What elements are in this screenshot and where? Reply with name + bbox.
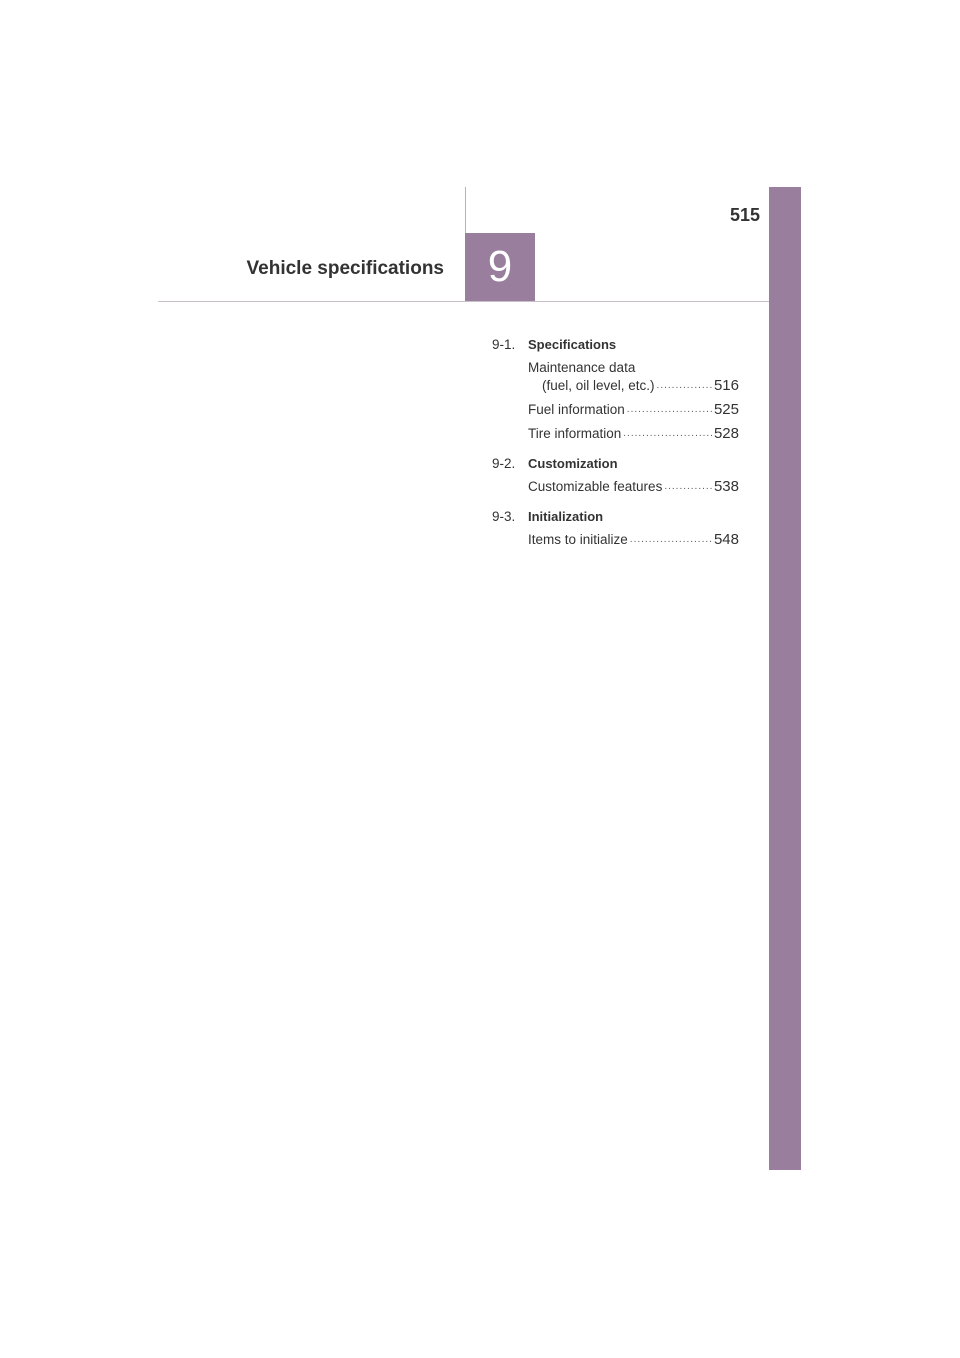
toc-section-number: 9-2. (492, 455, 516, 471)
toc-section-header (492, 334, 739, 354)
toc-entry-label: Fuel information (528, 402, 625, 417)
toc-leader-dots (664, 478, 712, 496)
toc-entries (528, 359, 739, 443)
page-number: 515 (729, 205, 760, 225)
chapter-title: Vehicle specifications (246, 258, 444, 279)
chapter-side-tab (769, 187, 801, 1170)
chapter-number-badge (465, 233, 535, 301)
toc-entry-maintenance-data[interactable] (528, 359, 739, 395)
toc-section-header (492, 506, 739, 526)
toc-section-specifications (492, 334, 739, 443)
toc-entries (528, 478, 739, 496)
toc-section-customization (492, 453, 739, 496)
toc-entry-page: 516 (713, 377, 739, 394)
toc-section-initialization (492, 506, 739, 549)
toc-entry-tire-information[interactable] (528, 425, 739, 443)
toc-entry-customizable-features[interactable] (528, 478, 739, 496)
toc-section-title: Customization (528, 455, 618, 471)
toc-entry-label: Items to initialize (528, 532, 628, 547)
table-of-contents (492, 334, 739, 555)
toc-entry-line (528, 377, 739, 395)
toc-entry-page: 548 (713, 531, 739, 548)
toc-entry-fuel-information[interactable] (528, 401, 739, 419)
toc-section-number: 9-1. (492, 336, 516, 352)
chapter-number: 9 (487, 242, 513, 291)
toc-leader-dots (657, 377, 712, 395)
toc-entry-page: 525 (713, 401, 739, 418)
toc-entry-page: 528 (713, 425, 739, 442)
toc-leader-dots (630, 531, 712, 549)
toc-entry-label-continued: (fuel, oil level, etc.) (542, 378, 655, 393)
toc-entry-label: Maintenance data (528, 360, 636, 375)
toc-entries (528, 531, 739, 549)
toc-leader-dots (623, 425, 712, 443)
toc-section-header (492, 453, 739, 473)
toc-section-number: 9-3. (492, 508, 516, 524)
toc-entry-items-to-initialize[interactable] (528, 531, 739, 549)
toc-entry-label: Tire information (528, 426, 622, 441)
toc-section-title: Initialization (528, 508, 604, 524)
toc-entry-page: 538 (713, 478, 739, 495)
toc-entry-label: Customizable features (528, 479, 663, 494)
toc-leader-dots (627, 401, 712, 419)
header-vertical-rule (465, 187, 466, 233)
header-horizontal-rule (158, 301, 769, 302)
toc-section-title: Specifications (528, 336, 617, 352)
